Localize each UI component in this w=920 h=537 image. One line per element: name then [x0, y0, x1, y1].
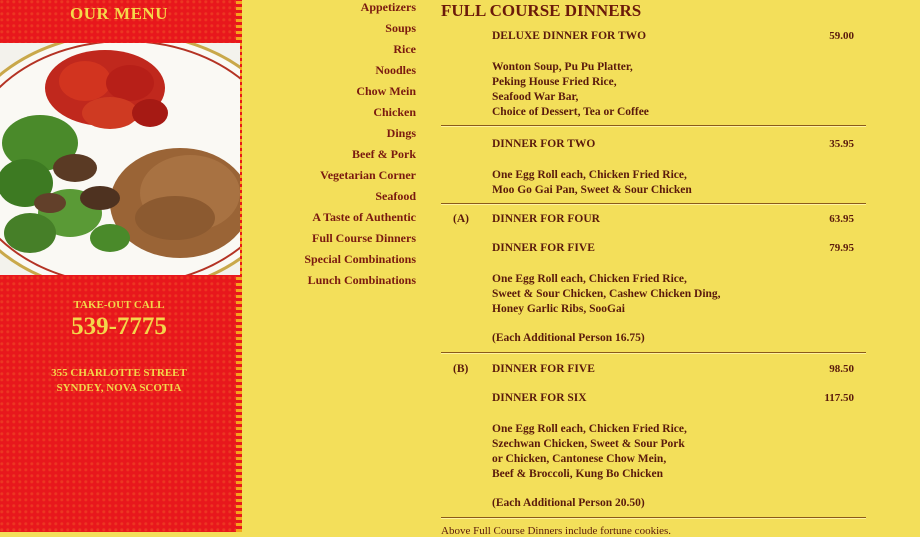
nav-link-dings[interactable]: Dings [386, 126, 416, 140]
dinner-for-two-price: 35.95 [829, 138, 854, 150]
deluxe-dinner-description [492, 60, 649, 120]
for-two-line: One Egg Roll each, Chicken Fried Rice, [492, 169, 687, 181]
nav-link-full-course-dinners[interactable]: Full Course Dinners [311, 231, 416, 245]
option-b-additional-person: (Each Additional Person 20.50) [492, 497, 645, 509]
deluxe-line: Peking House Fried Rice, [492, 76, 617, 88]
option-a-five-price: 79.95 [829, 242, 854, 254]
dinner-for-two-name: DINNER FOR TWO [492, 138, 596, 150]
footer-note: Above Full Course Dinners include fortune cookies. [441, 525, 672, 537]
option-b-description [492, 422, 687, 482]
deluxe-line: Seafood War Bar, [492, 91, 579, 103]
nav-link-lunch-combinations[interactable]: Lunch Combinations [307, 273, 416, 287]
option-b-six-name: DINNER FOR SIX [492, 392, 587, 404]
page-title: FULL COURSE DINNERS [441, 1, 642, 20]
address-line-2: SYNDEY, NOVA SCOTIA [56, 382, 182, 394]
section-divider [441, 125, 866, 127]
section-divider [441, 352, 866, 354]
deluxe-line: Choice of Dessert, Tea or Coffee [492, 106, 649, 118]
phone-number: 539-7775 [71, 313, 167, 340]
option-b-line: or Chicken, Cantonese Chow Mein, [492, 453, 667, 465]
nav-link-special-combinations[interactable]: Special Combinations [304, 252, 416, 266]
nav-link-chow-mein[interactable]: Chow Mein [356, 84, 416, 98]
option-a-four-name: DINNER FOR FOUR [492, 213, 600, 225]
nav-link-taste-of-authentic[interactable]: A Taste of Authentic [312, 210, 416, 224]
for-two-line: Moo Go Gai Pan, Sweet & Sour Chicken [492, 184, 692, 196]
option-b-line: Szechwan Chicken, Sweet & Sour Pork [492, 438, 685, 450]
option-a-line: Sweet & Sour Chicken, Cashew Chicken Ding, [492, 288, 721, 300]
option-a-line: Honey Garlic Ribs, SooGai [492, 303, 625, 315]
option-b-five-price: 98.50 [829, 363, 854, 375]
main-content [441, 0, 866, 537]
food-photo-illustration [0, 43, 240, 275]
option-a-description [492, 272, 721, 317]
takeout-call-label: TAKE-OUT CALL [73, 299, 165, 311]
option-b-line: One Egg Roll each, Chicken Fried Rice, [492, 423, 687, 435]
option-b-five-name: DINNER FOR FIVE [492, 363, 595, 375]
option-a-line: One Egg Roll each, Chicken Fried Rice, [492, 273, 687, 285]
nav-link-rice[interactable]: Rice [393, 42, 416, 56]
deluxe-line: Wonton Soup, Pu Pu Platter, [492, 61, 633, 73]
nav-link-seafood[interactable]: Seafood [375, 189, 416, 203]
option-b-six-price: 117.50 [824, 392, 854, 404]
option-b-line: Beef & Broccoli, Kung Bo Chicken [492, 468, 664, 480]
deluxe-dinner-price: 59.00 [829, 30, 854, 42]
nav-link-vegetarian-corner[interactable]: Vegetarian Corner [320, 168, 416, 182]
option-b-label: (B) [453, 363, 469, 375]
address-line-1: 355 CHARLOTTE STREET [51, 367, 187, 379]
deluxe-dinner-name: DELUXE DINNER FOR TWO [492, 30, 647, 42]
dinner-for-two-description [492, 168, 692, 198]
option-a-label: (A) [453, 213, 469, 225]
restaurant-address [0, 366, 238, 396]
option-a-five-name: DINNER FOR FIVE [492, 242, 595, 254]
our-menu-heading: OUR MENU [70, 4, 168, 23]
nav-link-chicken[interactable]: Chicken [373, 105, 416, 119]
option-a-additional-person: (Each Additional Person 16.75) [492, 332, 645, 344]
section-divider [441, 203, 866, 205]
section-divider [441, 517, 866, 519]
nav-link-soups[interactable]: Soups [385, 21, 416, 35]
nav-link-appetizers[interactable]: Appetizers [360, 0, 416, 14]
nav-link-beef-pork[interactable]: Beef & Pork [352, 147, 416, 161]
option-a-four-price: 63.95 [829, 213, 854, 225]
food-photo [0, 43, 240, 275]
nav-link-noodles[interactable]: Noodles [375, 63, 416, 77]
